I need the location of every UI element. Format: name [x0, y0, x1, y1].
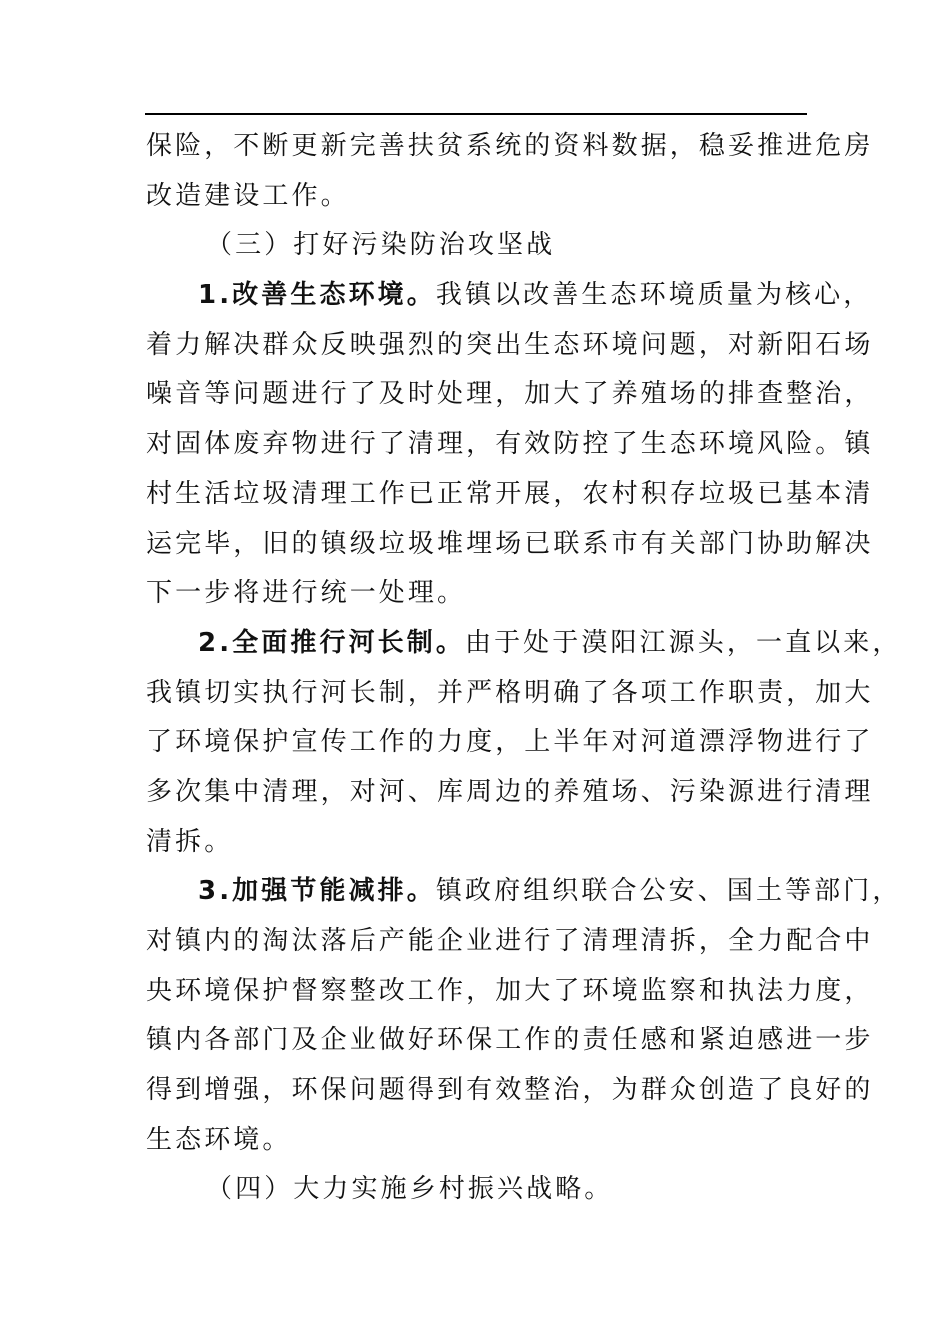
body-line: 着力解决群众反映强烈的突出生态环境问题，对新阳石场: [146, 329, 874, 360]
body-line: 保险，不断更新完善扶贫系统的资料数据，稳妥推进危房: [146, 131, 874, 161]
item-2-first-text: 由于处于漠阳江源头，一直以来，: [464, 627, 902, 658]
body-line: 对固体废弃物进行了清理，有效防控了生态环境风险。镇: [146, 429, 874, 460]
section-heading: （三）打好污染防治攻坚战: [206, 230, 556, 261]
body-line: 了环境保护宣传工作的力度，上半年对河道漂浮物进行了: [146, 727, 874, 758]
header-rule: [145, 113, 807, 115]
body-line: 镇内各部门及企业做好环保工作的责任感和紧迫感进一步: [146, 1025, 874, 1056]
body-line: 清拆。: [146, 826, 234, 857]
item-3-lead: 3.加强节能减排。: [198, 876, 436, 907]
body-line: 下一步将进行统一处理。: [146, 578, 467, 609]
body-line: 改造建设工作。: [146, 180, 350, 211]
item-1-lead: 1.改善生态环境。: [198, 280, 436, 311]
document-page: [146, 122, 902, 1215]
paragraph-item-1-first-line: [146, 271, 873, 321]
paragraph-item-3-first-line: [146, 867, 902, 917]
item-2-lead: 2.全面推行河长制。: [198, 627, 465, 658]
body-line: 多次集中清理，对河、库周边的养殖场、污染源进行清理: [146, 776, 874, 807]
body-line: 生态环境。: [146, 1124, 292, 1155]
paragraph-item-2-first-line: [146, 619, 902, 669]
body-line: 运完毕，旧的镇级垃圾堆埋场已联系市有关部门协助解决: [146, 528, 874, 559]
item-1-first-text: 我镇以改善生态环境质量为核心，: [435, 280, 873, 311]
body-line: 央环境保护督察整改工作，加大了环境监察和执法力度，: [146, 975, 874, 1006]
body-line: 我镇切实执行河长制，并严格明确了各项工作职责，加大: [146, 677, 874, 708]
body-line: 得到增强，环保问题得到有效整治，为群众创造了良好的: [146, 1075, 874, 1106]
section-heading: （四）大力实施乡村振兴战略。: [206, 1174, 614, 1205]
item-3-first-text: 镇政府组织联合公安、国土等部门，: [435, 876, 902, 907]
body-line: 对镇内的淘汰落后产能企业进行了清理清拆，全力配合中: [146, 926, 874, 956]
body-line: 村生活垃圾清理工作已正常开展，农村积存垃圾已基本清: [146, 478, 874, 509]
body-line: 噪音等问题进行了及时处理，加大了养殖场的排查整治，: [146, 379, 874, 410]
